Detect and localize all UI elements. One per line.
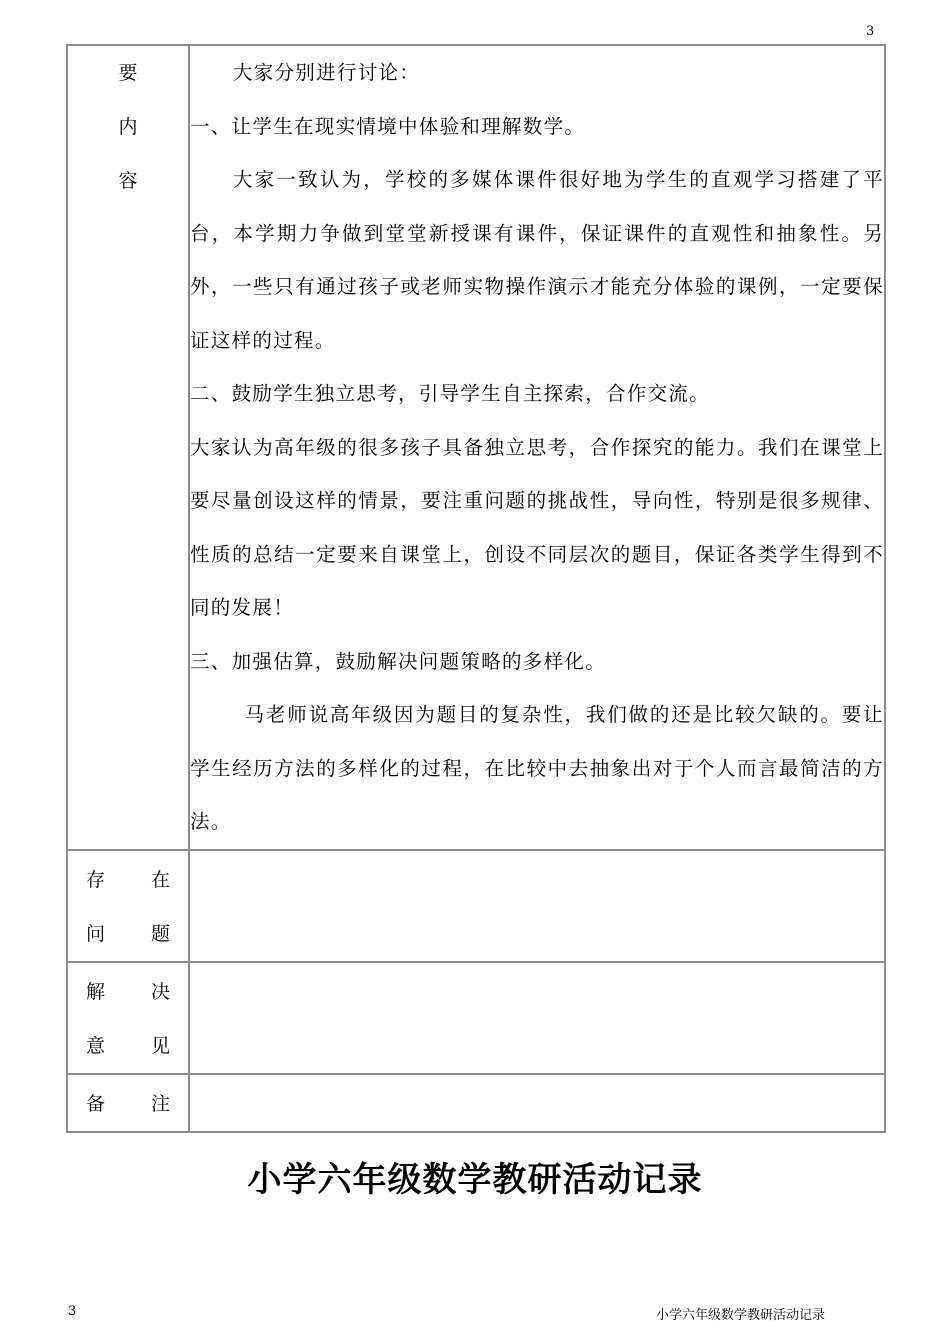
label-char: 题	[150, 922, 170, 945]
point-1-title: 一、让学生在现实情境中体验和理解数学。	[190, 114, 586, 138]
label-char: 容	[118, 170, 138, 192]
label-char: 备	[86, 1092, 106, 1115]
document-title: 小学六年级数学教研活动记录	[247, 1160, 703, 1200]
point-2-body: 大家认为高年级的很多孩子具备独立思考，合作探究的能力。我们在课堂上要尽量创设这样的情景，要注重问题的挑战性，导向性，特别是很多规律、性质的总结一定要来自课堂上，创设不同层次的题目，保证各类学生得到不同的发展！	[190, 435, 884, 619]
discussion-intro: 大家分别进行讨论：	[232, 61, 421, 84]
problems-row	[67, 850, 885, 962]
footer-doc-name: 小学六年级数学教研活动记录	[656, 1308, 826, 1323]
page-number-top: 3	[866, 24, 875, 39]
main-content-cell	[189, 45, 885, 850]
point-3-body: 马老师说高年级因为题目的复杂性，我们做的还是比较欠缺的。要让学生经历方法的多样化的过程，在比较中去抽象出对于个人而言最简洁的方法。	[190, 703, 884, 833]
problems-content	[189, 850, 885, 962]
label-char: 要	[118, 62, 138, 84]
remark-row	[67, 1074, 885, 1132]
solution-label	[67, 962, 189, 1074]
label-char: 内	[118, 116, 138, 138]
label-char: 意	[86, 1034, 106, 1057]
label-char: 决	[150, 980, 170, 1003]
point-3-title: 三、加强估算，鼓励解决问题策略的多样化。	[190, 649, 607, 673]
remark-label	[67, 1074, 189, 1132]
label-char: 问	[86, 922, 106, 945]
remark-content	[189, 1074, 885, 1132]
label-char: 解	[86, 980, 106, 1003]
solution-content	[189, 962, 885, 1074]
problems-label	[67, 850, 189, 962]
point-2-title: 二、鼓励学生独立思考，引导学生自主探索，合作交流。	[190, 382, 711, 405]
footer-page-number: 3	[68, 1304, 77, 1319]
label-char: 在	[150, 868, 170, 891]
label-char: 见	[150, 1034, 170, 1057]
main-content-row	[67, 45, 885, 850]
label-char: 注	[150, 1092, 170, 1115]
solution-row	[67, 962, 885, 1074]
point-1-body: 大家一致认为，学校的多媒体课件很好地为学生的直观学习搭建了平台，本学期力争做到堂堂新授课有课件，保证课件的直观性和抽象性。另外，一些只有通过孩子或老师实物操作演示才能充分体验的课例，一定要保证这样的过程。	[190, 168, 884, 352]
record-table	[66, 44, 886, 1133]
main-content-label	[67, 45, 189, 850]
label-char: 存	[86, 868, 106, 891]
